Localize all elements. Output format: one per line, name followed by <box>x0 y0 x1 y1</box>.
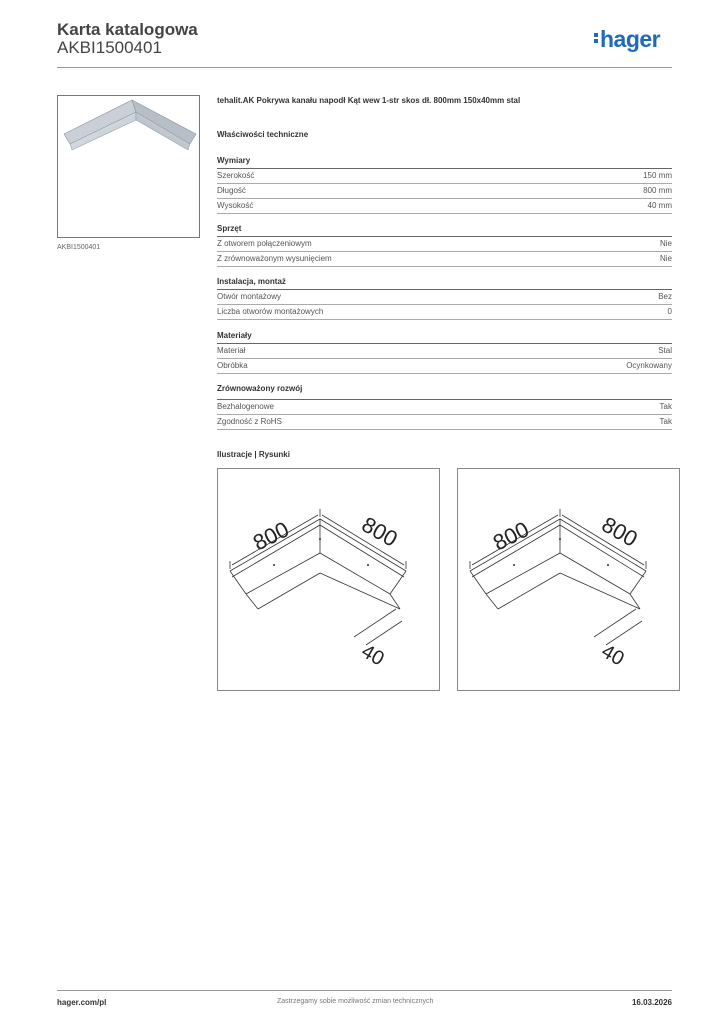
logo-dots-icon <box>594 31 598 45</box>
spec-label: Szerokość <box>217 171 255 180</box>
spec-row <box>217 169 672 183</box>
spec-value: 40 mm <box>647 201 672 210</box>
dim-label-height: 40 <box>597 640 628 671</box>
group-title-hardware: Sprzęt <box>217 224 242 233</box>
dimension-drawing-icon <box>218 469 439 690</box>
dim-label-right: 800 <box>597 511 642 552</box>
corner-cover-image-icon <box>58 96 199 237</box>
footer-divider <box>57 990 672 991</box>
spec-value: Nie <box>659 239 672 248</box>
dim-label-height: 40 <box>357 640 388 671</box>
dim-label-right: 800 <box>357 511 402 552</box>
spec-value: 150 mm <box>643 171 672 180</box>
technical-properties-heading: Właściwości techniczne <box>217 130 309 139</box>
row-rule <box>217 266 672 267</box>
row-rule <box>217 429 672 430</box>
spec-label: Wysokość <box>217 201 254 210</box>
spec-value: Nie <box>659 254 672 263</box>
spec-row <box>217 359 672 373</box>
footer-date: 16.03.2026 <box>631 998 672 1007</box>
row-rule <box>217 319 672 320</box>
logo-text: hager <box>600 26 661 52</box>
row-rule <box>217 373 672 374</box>
spec-row <box>217 237 672 251</box>
spec-value: Tak <box>659 417 672 426</box>
spec-value: 0 <box>667 307 672 316</box>
footer-website-link[interactable]: hager.com/pl <box>57 998 107 1007</box>
document-title: Karta katalogowa <box>57 20 198 39</box>
spec-row <box>217 252 672 266</box>
spec-label: Z otworem połączeniowym <box>217 239 312 248</box>
spec-row <box>217 184 672 198</box>
illustrations-heading: Ilustracje | Rysunki <box>217 450 290 459</box>
spec-value: Tak <box>659 402 672 411</box>
footer-disclaimer: Zastrzegamy sobie możliwość zmian technicznych <box>277 998 434 1005</box>
spec-label: Zgodność z RoHS <box>217 417 282 426</box>
product-image-caption: AKBI1500401 <box>57 244 101 251</box>
dimension-drawing-icon <box>458 469 679 690</box>
spec-value: Bez <box>658 292 672 301</box>
spec-label: Obróbka <box>217 361 248 370</box>
spec-label: Liczba otworów montażowych <box>217 307 324 316</box>
spec-label: Bezhalogenowe <box>217 402 274 411</box>
spec-row <box>217 344 672 358</box>
product-name: tehalit.AK Pokrywa kanału napodł Kąt wew 1-str skos dł. 800mm 150x40mm stal <box>217 96 521 105</box>
group-title-materials: Materiały <box>217 331 252 340</box>
group-title-sustainability: Zrównoważony rozwój <box>217 384 303 393</box>
spec-value: Stal <box>658 346 672 355</box>
spec-label: Z zrównoważonym wysunięciem <box>217 254 332 263</box>
spec-label: Otwór montażowy <box>217 292 282 301</box>
header-divider <box>57 67 672 68</box>
group-title-dimensions: Wymiary <box>217 156 251 165</box>
dimension-drawing-right <box>457 468 680 691</box>
group-title-installation: Instalacja, montaż <box>217 277 286 286</box>
spec-label: Długość <box>217 186 246 195</box>
product-code: AKBI1500401 <box>57 38 162 57</box>
spec-row <box>217 199 672 213</box>
row-rule <box>217 213 672 214</box>
spec-row <box>217 290 672 304</box>
spec-row <box>217 305 672 319</box>
spec-value: 800 mm <box>643 186 672 195</box>
hager-logo <box>594 28 660 51</box>
spec-row <box>217 400 672 414</box>
spec-row <box>217 415 672 429</box>
dim-label-left: 800 <box>248 516 293 556</box>
spec-value: Ocynkowany <box>626 361 672 370</box>
dimension-drawing-left <box>217 468 440 691</box>
product-image <box>57 95 200 238</box>
spec-label: Materiał <box>217 346 246 355</box>
dim-label-left: 800 <box>488 516 533 556</box>
